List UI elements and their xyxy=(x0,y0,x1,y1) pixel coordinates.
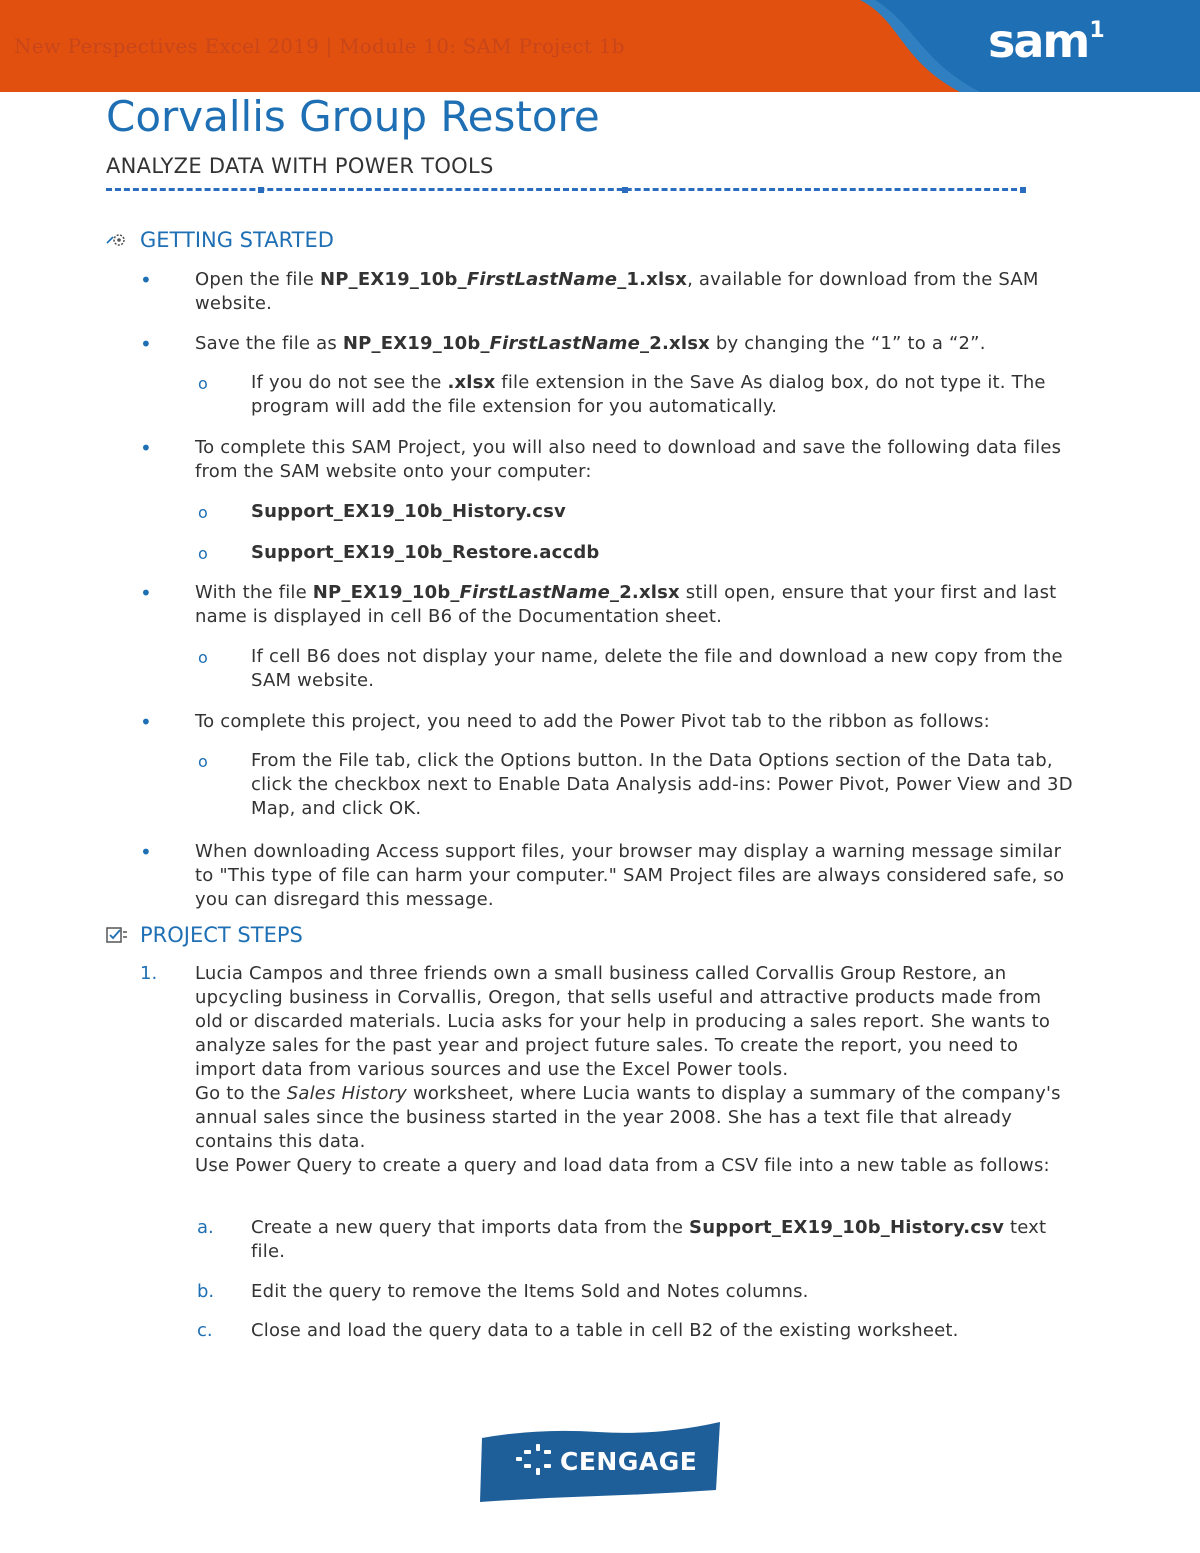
list-item: From the File tab, click the Options button. In the Data Options section of the Data tab, click the checkbox next to Enable Data Analysis add-ins: Power Pivot, Power View and 3D Map, and click OK. xyxy=(251,750,1073,819)
divider-dot xyxy=(258,187,264,193)
bullet: • xyxy=(140,332,152,356)
page-subtitle: ANALYZE DATA WITH POWER TOOLS xyxy=(106,154,494,178)
list-item: Support_EX19_10b_History.csv xyxy=(251,501,566,522)
list-item: If cell B6 does not display your name, delete the file and download a new copy from the SAM website. xyxy=(251,646,1063,691)
substep-text: Close and load the query data to a table in cell B2 of the existing worksheet. xyxy=(251,1320,959,1341)
list-item: When downloading Access support files, your browser may display a warning message similar to "This type of file can harm your computer." SAM Project files are always considered safe, so you can disregard this message. xyxy=(195,841,1065,910)
bullet: • xyxy=(140,436,152,460)
substep-text: Create a new query that imports data from the Support_EX19_10b_History.csv text file. xyxy=(251,1217,1047,1262)
step-number: 1. xyxy=(140,963,158,984)
bullet: • xyxy=(140,710,152,734)
divider-dot xyxy=(622,187,628,193)
list-item: With the file NP_EX19_10b_FirstLastName_2.xlsx still open, ensure that your first and last name is displayed in cell B6 of the Documentation sheet. xyxy=(195,582,1057,627)
checklist-icon xyxy=(106,926,128,944)
divider-dot xyxy=(1020,187,1026,193)
settings-icon xyxy=(106,231,128,249)
sub-bullet: o xyxy=(198,374,208,393)
sub-bullet: o xyxy=(198,648,208,667)
cengage-wordmark: CENGAGE xyxy=(560,1447,698,1476)
list-item: To complete this SAM Project, you will also need to download and save the following data files from the SAM website onto your computer: xyxy=(195,437,1062,482)
list-item: Support_EX19_10b_Restore.accdb xyxy=(251,542,600,563)
sub-bullet: o xyxy=(198,503,208,522)
list-item: If you do not see the .xlsx file extension in the Save As dialog box, do not type it. The program will add the file extension for you automatically. xyxy=(251,372,1046,417)
list-item: Save the file as NP_EX19_10b_FirstLastName_2.xlsx by changing the “1” to a “2”. xyxy=(195,333,986,354)
list-item: To complete this project, you need to add the Power Pivot tab to the ribbon as follows: xyxy=(195,711,990,732)
substep-letter: a. xyxy=(197,1217,214,1238)
getting-started-heading: GETTING STARTED xyxy=(106,228,334,252)
bullet: • xyxy=(140,581,152,605)
divider xyxy=(106,188,1026,191)
sub-bullet: o xyxy=(198,544,208,563)
bullet: • xyxy=(140,840,152,864)
substep-letter: c. xyxy=(197,1320,213,1341)
bullet: • xyxy=(140,268,152,292)
list-item: Open the file NP_EX19_10b_FirstLastName_1.xlsx, available for download from the SAM website. xyxy=(195,269,1039,314)
header-title: New Perspectives Excel 2019 | Module 10: SAM Project 1b xyxy=(14,34,625,58)
substep-text: Edit the query to remove the Items Sold and Notes columns. xyxy=(251,1281,809,1302)
sam-logo: sam$^1$ xyxy=(988,14,1103,68)
step-text: Lucia Campos and three friends own a small business called Corvallis Group Restore, an upcycling business in Corvallis, Oregon, that sells useful and attractive products made from old or discarded materials. Lucia asks for your help in producing a sales report. She wants to analyze sales for the past year and project future sales. To create the report, you need to import data from various sources and use the Excel Power tools. Go to the Sales History worksheet, where Lucia wants to display a summary of the company's annual sales since the business started in the year 2008. She has a text file that already contains this data. Use Power Query to create a query and load data from a CSV file into a new table as follows: xyxy=(195,963,1061,1176)
page-title: Corvallis Group Restore xyxy=(106,92,600,141)
project-steps-heading: PROJECT STEPS xyxy=(106,923,303,947)
sub-bullet: o xyxy=(198,752,208,771)
substep-letter: b. xyxy=(197,1281,215,1302)
header-banner xyxy=(0,0,1200,92)
